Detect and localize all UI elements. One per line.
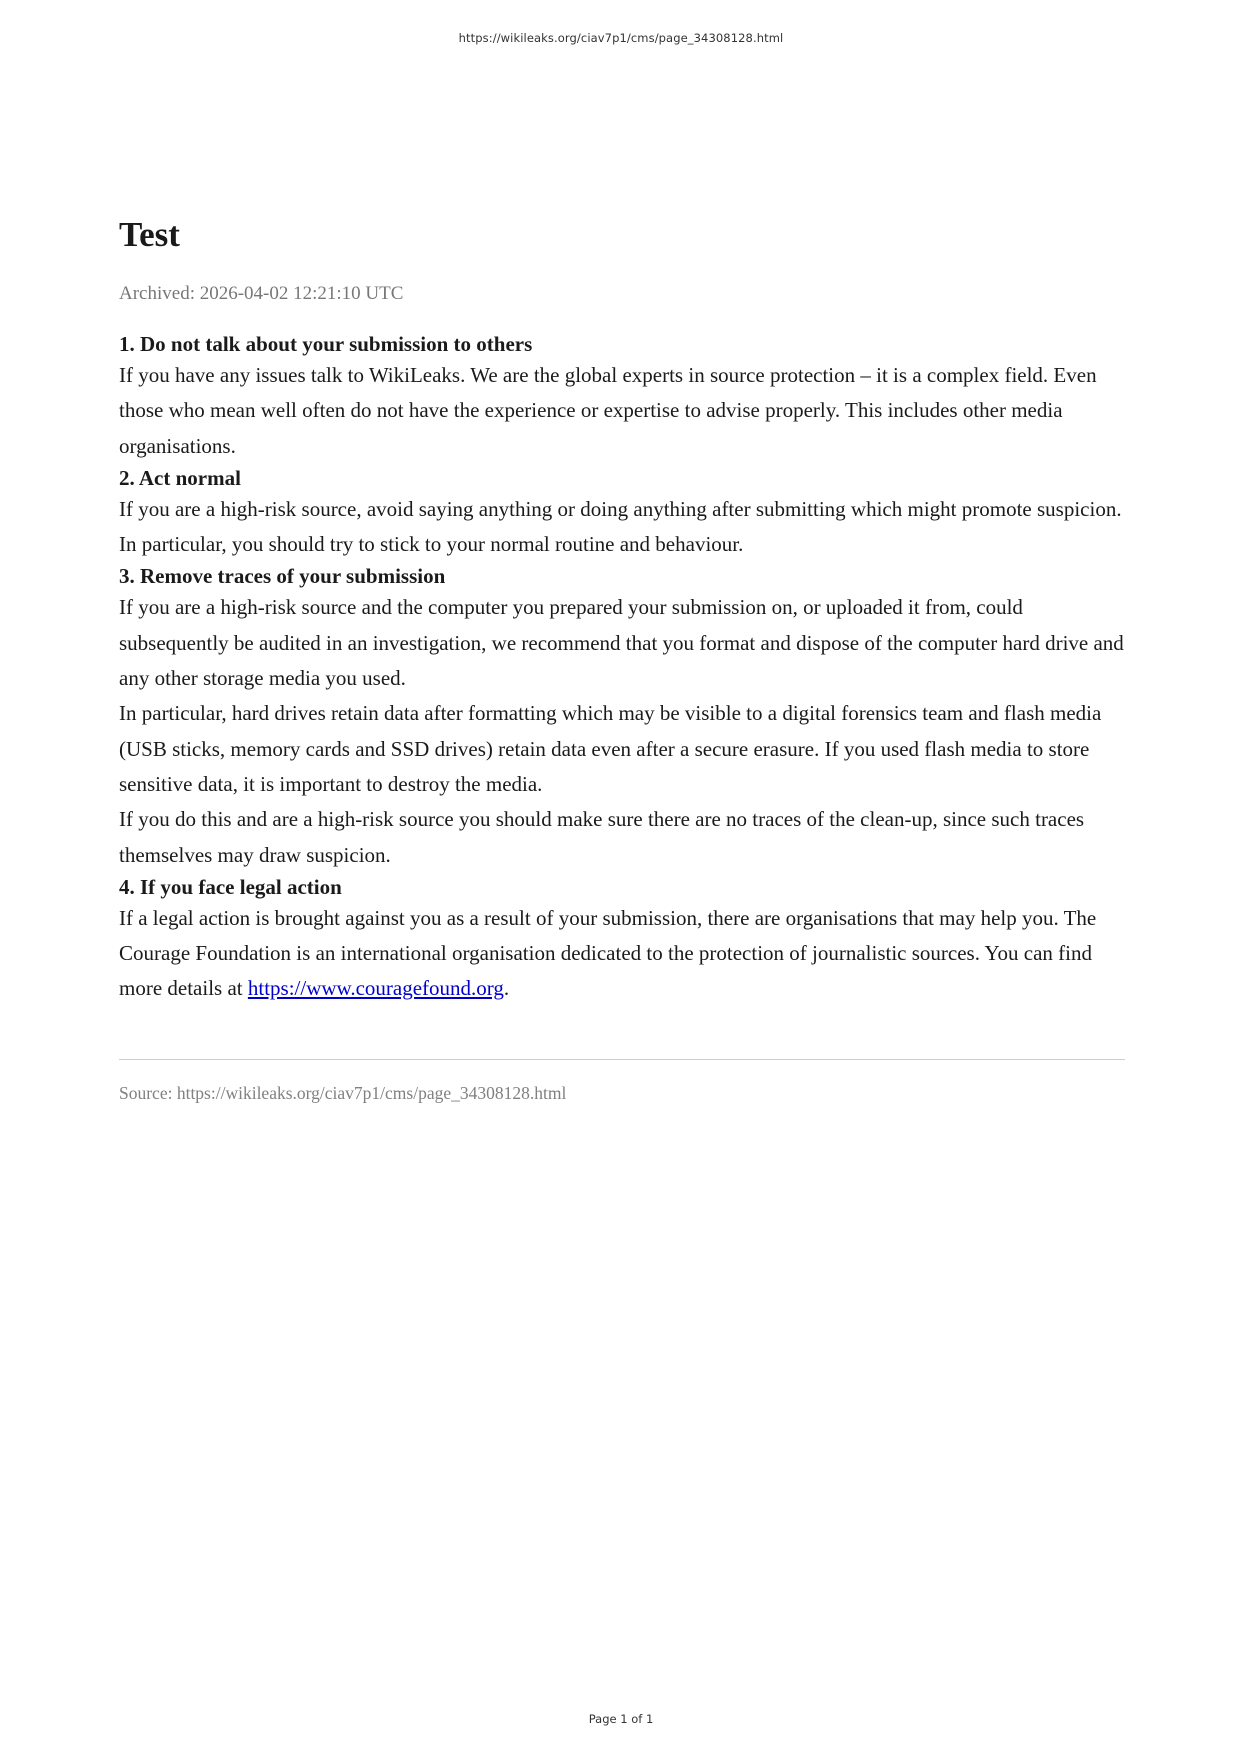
page-number: Page 1 of 1	[588, 1712, 654, 1726]
section-heading-3: 3. Remove traces of your submission	[119, 564, 446, 589]
document-content	[119, 215, 1125, 1105]
section-4-paragraph	[119, 901, 1125, 1007]
section-heading-4: 4. If you face legal action	[119, 874, 342, 899]
page-header-url: https://wikileaks.org/ciav7p1/cms/page_34308128.html	[458, 31, 784, 45]
section-1-paragraph: If you have any issues talk to WikiLeaks. We are the global experts in source protection – it is a complex field. Even those who mean well often do not have the experience or expertise to advise properly. This includes other media organisations.	[119, 363, 1097, 458]
section-3-paragraph-1: If you are a high-risk source and the computer you prepared your submission on, or uploaded it from, could subsequently be audited in an investigation, we recommend that you format and dispose of the computer hard drive and any other storage media you used.	[119, 595, 1124, 691]
section-4-text-before-link: If a legal action is brought against you as a result of your submission, there are organisations that may help you. The Courage Foundation is an international organisation dedicated to the protection of journalistic sources. You can find more details at	[119, 905, 1097, 1001]
section-3-paragraph-3: If you do this and are a high-risk source you should make sure there are no traces of the clean-up, since such traces themselves may draw suspicion.	[119, 807, 1085, 867]
section-heading-1: 1. Do not talk about your submission to others	[119, 332, 533, 356]
couragefound-link[interactable]: https://www.couragefound.org	[247, 976, 504, 1001]
archived-timestamp: Archived: 2026-04-02 12:21:10 UTC	[119, 283, 404, 304]
page-title: Test	[119, 215, 180, 254]
section-2-paragraph: If you are a high-risk source, avoid saying anything or doing anything after submitting which might promote suspicion. In particular, you should try to stick to your normal routine and behaviour.	[119, 496, 1122, 557]
divider	[119, 1059, 1125, 1060]
section-4-text-after-link: .	[503, 976, 510, 1001]
section-3-paragraph-2: In particular, hard drives retain data after formatting which may be visible to a digital forensics team and flash media (USB sticks, memory cards and SSD drives) retain data even after a secure erasure. If you used flash media to store sensitive data, it is important to destroy the media.	[119, 701, 1102, 796]
source-url: Source: https://wikileaks.org/ciav7p1/cms/page_34308128.html	[119, 1082, 567, 1103]
section-heading-2: 2. Act normal	[119, 465, 241, 490]
